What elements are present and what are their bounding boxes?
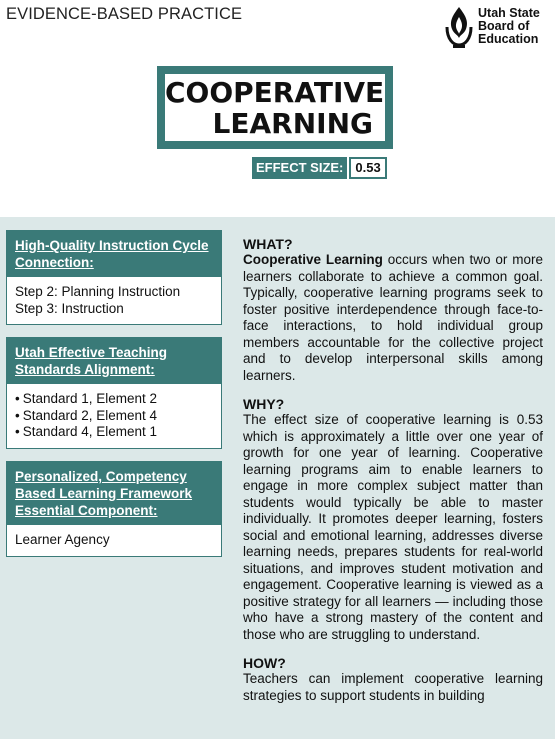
effect-size-value: 0.53 bbox=[349, 157, 386, 179]
page-title: COOPERATIVE LEARNING bbox=[165, 76, 385, 140]
card-item: Step 2: Planning Instruction bbox=[15, 284, 181, 299]
card-item: Learner Agency bbox=[15, 532, 110, 547]
effect-size-badge bbox=[252, 157, 387, 179]
what-text: Cooperative Learning occurs when two or more learners collaborate to achieve a common goal. Typically, cooperative learning programs seek to foster positive interdependence through face-to-face interactions, to hold individual group members accountable for the collective project and to develop interpersonal skills among learners. bbox=[243, 252, 543, 383]
card-item: Step 3: Instruction bbox=[15, 300, 124, 316]
card-heading[interactable]: Utah Effective Teaching Standards Alignment: bbox=[7, 338, 221, 384]
card-item: • Standard 2, Element 4 bbox=[15, 408, 213, 425]
card-instruction-cycle bbox=[6, 230, 222, 325]
why-text: The effect size of cooperative learning is 0.53 which is approximately a little over one year of growth for one year of learning. Cooperative learning programs aim to enable learners to engage in more complex subject matter than students would typically be able to master individually. It promotes deeper learning, fosters social and emotional learning, addresses diverse learning needs, prepares students for real-world situations, and improves student motivation and engagement. Cooperative learning is viewed as a positive strategy for all learners — including those who have a strong mastery of the content and those who are struggling to understand. bbox=[243, 412, 543, 642]
title-box bbox=[157, 66, 393, 149]
card-heading[interactable]: High-Quality Instruction Cycle Connection: bbox=[7, 231, 221, 277]
effect-size-label: EFFECT SIZE: bbox=[252, 157, 347, 179]
card-pcbl-framework bbox=[6, 461, 222, 557]
card-item: • Standard 1, Element 2 bbox=[15, 391, 213, 408]
card-teaching-standards bbox=[6, 337, 222, 449]
how-text: Teachers can implement cooperative learning strategies to support students in building bbox=[243, 671, 543, 703]
logo-text: Utah State Board of Education bbox=[478, 6, 540, 46]
why-heading: WHY? bbox=[243, 396, 285, 412]
card-heading[interactable]: Personalized, Competency Based Learning Framework Essential Component: bbox=[7, 462, 221, 525]
what-heading: WHAT? bbox=[243, 236, 293, 252]
main-content bbox=[243, 236, 543, 716]
header-label: EVIDENCE-BASED PRACTICE bbox=[6, 5, 243, 23]
card-item: • Standard 4, Element 1 bbox=[15, 424, 213, 441]
usbe-logo bbox=[444, 5, 548, 51]
flame-icon bbox=[444, 5, 474, 49]
how-heading: HOW? bbox=[243, 655, 286, 671]
